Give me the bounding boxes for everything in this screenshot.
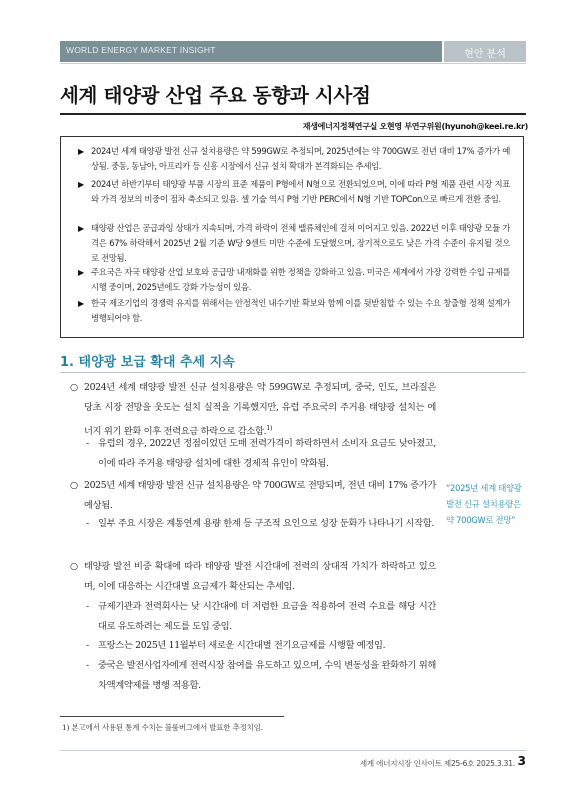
body-subpoint — [86, 434, 436, 474]
title-rule — [60, 113, 526, 115]
paragraph-text: 2024년 세계 태양광 발전 신규 설치용량은 약 599GW로 추정되며, 중국, 인도, 브라질은 당초 시장 전망을 웃도는 설치 실적을 기록했지만, 유럽 주요국의 주거용 태양광 설치는 에너지 위기 완화 이후 전력요금 하락으로 감소함. — [84, 382, 436, 438]
summary-text: 태양광 산업은 공급과잉 상태가 지속되며, 가격 하락이 전체 밸류체인에 걸쳐 이어지고 있음. 2022년 이후 태양광 모듈 가격은 67% 하락해서 2025년 2월 기준 W당 9센트 미만 수준에 도달했으며, 장기적으로도 낮은 가격 수준이 유지될 것으로 전망됨. — [91, 223, 510, 263]
summary-item — [78, 144, 510, 174]
header-band-text: WORLD ENERGY MARKET INSIGHT — [66, 45, 216, 55]
dash-bullet-icon: - — [86, 518, 89, 529]
page-title: 세계 태양광 산업 주요 동향과 시사점 — [60, 84, 371, 107]
side-pull-quote: “2025년 세계 태양광 발전 신규 설치용량은 약 700GW로 전망” — [446, 483, 522, 525]
summary-item — [78, 296, 510, 326]
body-paragraph — [70, 378, 436, 442]
section-heading: 1. 태양광 보급 확대 추세 지속 — [60, 355, 235, 370]
triangle-bullet-icon: ▶ — [78, 147, 85, 156]
triangle-bullet-icon: ▶ — [78, 268, 85, 277]
header-divider — [60, 63, 526, 64]
subpoint-text: 중국은 발전사업자에게 전력시장 참여를 유도하고 있으며, 수익 변동성을 완화하기 위해 차액계약제를 병행 적용함. — [98, 660, 436, 691]
section-rule — [60, 372, 526, 373]
subpoint-text: 규제기관과 전력회사는 낮 시간대에 더 저렴한 요금을 적용하여 전력 수요를 해당 시간대로 유도하려는 제도를 도입 중임. — [98, 601, 436, 632]
summary-item — [78, 177, 510, 207]
triangle-bullet-icon: ▶ — [78, 224, 85, 233]
paragraph-text: 2025년 세계 태양광 발전 신규 설치용량은 약 700GW로 전망되며, 전년 대비 17% 증가가 예상됨. — [84, 480, 436, 511]
summary-text: 한국 제조기업의 경쟁력 유지를 위해서는 안정적인 내수기반 확보와 함께 이를 뒷받침할 수 있는 수요 창출형 정책 설계가 병행되어야 함. — [91, 298, 510, 323]
footnote-rule — [60, 716, 284, 717]
body-paragraph — [70, 476, 436, 516]
body-subpoint — [86, 597, 436, 637]
body-paragraph — [70, 557, 436, 597]
header-tab-label: 현안 분석 — [464, 49, 506, 60]
triangle-bullet-icon: ▶ — [78, 180, 85, 189]
circle-bullet-icon: ○ — [70, 382, 78, 393]
circle-bullet-icon: ○ — [70, 561, 78, 572]
header-band — [60, 41, 442, 62]
summary-box — [60, 136, 524, 338]
body-subpoint — [86, 656, 436, 696]
body-subpoint — [86, 514, 436, 534]
subpoint-text: 유럽의 경우, 2022년 정점이었던 도매 전력가격이 하락하면서 소비자 요금도 낮아졌고, 이에 따라 주거용 태양광 설치에 대한 경제적 유인이 약화됨. — [98, 438, 436, 469]
triangle-bullet-icon: ▶ — [78, 299, 85, 308]
author-line: 재생에너지정책연구실 오현영 부연구위원(hyunoh@keei.re.kr) — [302, 122, 528, 131]
body-subpoint — [86, 636, 436, 656]
paragraph-text: 태양광 발전 비중 확대에 따라 태양광 발전 시간대에 전력의 상대적 가치가 하락하고 있으며, 이에 대응하는 시간대별 요금제가 확산되는 추세임. — [84, 561, 436, 592]
footnote: 1) 본고에서 사용된 통계 수치는 블룸버그에서 발표한 추정치임. — [62, 723, 263, 732]
subpoint-text: 일부 주요 시장은 계통연계 용량 한계 등 구조적 요인으로 성장 둔화가 나타나기 시작함. — [98, 518, 434, 529]
dash-bullet-icon: - — [86, 640, 89, 651]
footer-publication: 세계 에너지시장 인사이트 제25-6호 2025.3.31. — [359, 759, 515, 768]
summary-item — [78, 221, 510, 266]
summary-text: 2024년 하반기부터 태양광 부품 시장의 표준 제품이 P형에서 N형으로 전환되었으며, 이에 따라 P형 제품 관련 시장 지표와 가격 정보의 비중이 점차 축소되고 있음. 셀 기술 역시 P형 기반 PERC에서 N형 기반 TOPCon으로 빠르게 전환 중임. — [91, 179, 510, 204]
summary-item — [78, 265, 510, 295]
summary-text: 주요국은 자국 태양광 산업 보호와 공급망 내재화를 위한 정책을 강화하고 있음. 미국은 세계에서 가장 강력한 수입 규제를 시행 중이며, 2025년에도 강화 가능성이 있음. — [91, 267, 510, 292]
dash-bullet-icon: - — [86, 601, 89, 612]
footer-divider — [60, 750, 526, 751]
dash-bullet-icon: - — [86, 438, 89, 449]
page-number: 3 — [517, 754, 526, 768]
circle-bullet-icon: ○ — [70, 480, 78, 491]
subpoint-text: 프랑스는 2025년 11월부터 새로운 시간대별 전기요금제를 시행할 예정임. — [98, 640, 386, 651]
footnote-ref: 1) — [266, 424, 273, 432]
header-tab — [444, 41, 526, 62]
dash-bullet-icon: - — [86, 660, 89, 671]
summary-text: 2024년 세계 태양광 발전 신규 설치용량은 약 599GW로 추정되며, 2025년에는 약 700GW로 전년 대비 17% 증가가 예상됨. 중동, 동남아, 아프리카 등 신흥 시장에서 신규 설치 확대가 본격화되는 추세임. — [91, 146, 510, 171]
